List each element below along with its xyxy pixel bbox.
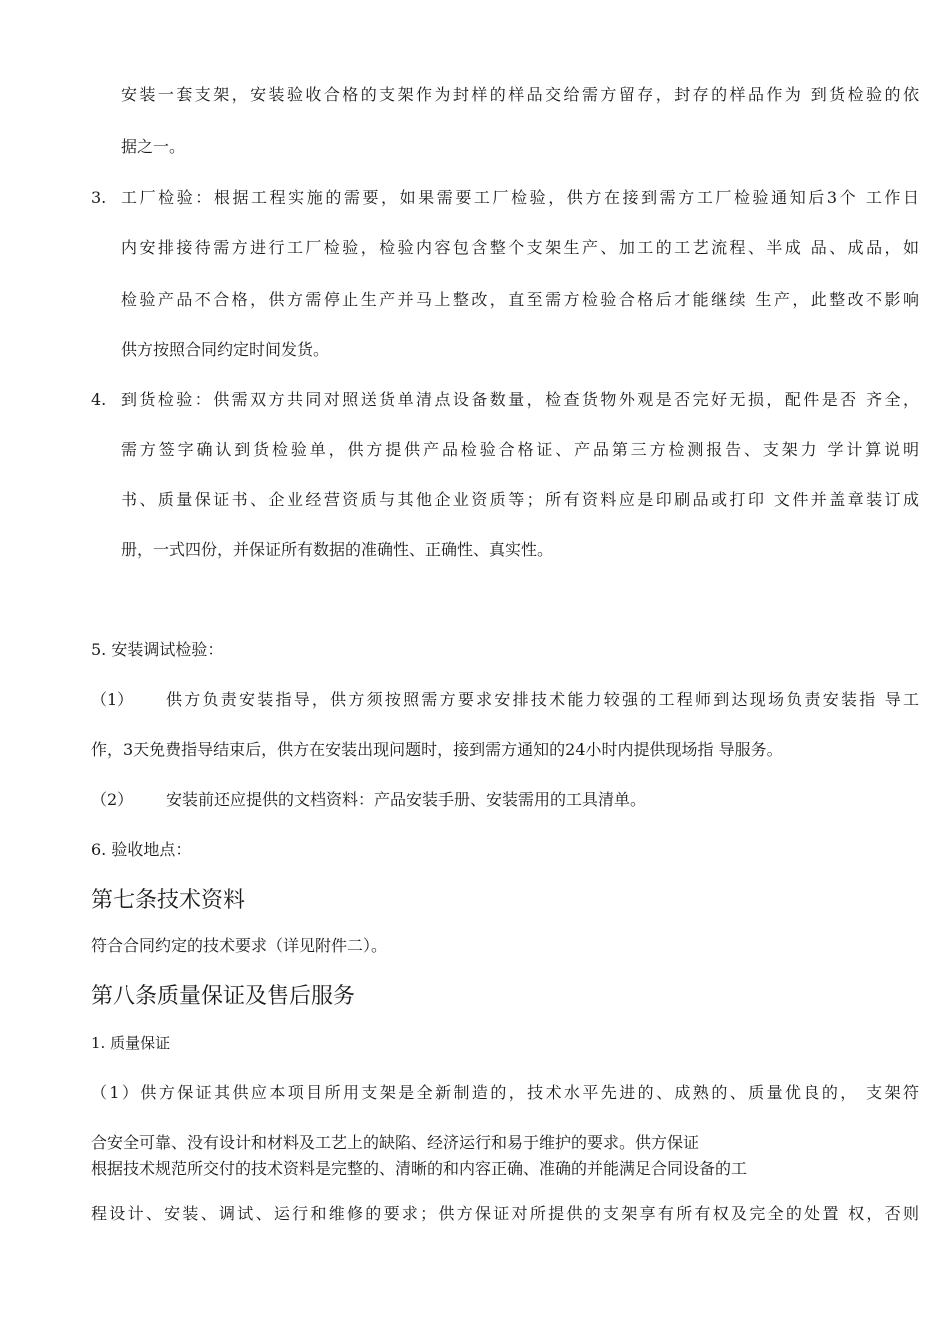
paragraph-line: 作，3天免费指导结束后，供方在安装出现问题时，接到需方通知的24小时内提供现场指 导服务。: [91, 740, 783, 759]
paragraph-line: 内安排接待需方进行工厂检验，检验内容包含整个支架生产、加工的工艺流程、半成 品、成品，如: [121, 238, 919, 257]
paragraph-line: （1）供方保证其供应本项目所用支架是全新制造的，技术水平先进的、成熟的、质量优良的， 支架符: [91, 1083, 919, 1102]
paragraph-line: 合安全可靠、没有设计和材料及工艺上的缺陷、经济运行和易于维护的要求。供方保证: [91, 1133, 700, 1152]
paragraph-line: 册，一式四份，并保证所有数据的准确性、正确性、真实性。: [121, 540, 554, 559]
paragraph-line: 据之一。: [121, 137, 186, 156]
paragraph-line: 检验产品不合格，供方需停止生产并马上整改，直至需方检验合格后才能继续 生产，此整改不影响: [121, 290, 919, 309]
section-title: 5. 安装调试检验：: [91, 640, 224, 659]
list-number: （1）: [91, 690, 134, 709]
paragraph-line: 根据技术规范所交付的技术资料是完整的、清晰的和内容正确、准确的并能满足合同设备的工: [91, 1159, 748, 1178]
paragraph-line: 书、质量保证书、企业经营资质与其他企业资质等；所有资料应是印刷品或打印 文件并盖章装订成: [121, 490, 919, 509]
list-number: （2）: [91, 790, 134, 809]
section-title: 6. 验收地点：: [91, 840, 192, 859]
paragraph-line: 需方签字确认到货检验单，供方提供产品检验合格证、产品第三方检测报告、支架力 学计算说明: [121, 440, 919, 459]
article-heading: 第八条质量保证及售后服务: [91, 984, 356, 1009]
paragraph-line: 供方负责安装指导，供方须按照需方要求安排技术能力较强的工程师到达现场负责安装指 导工: [166, 690, 919, 709]
list-number: 4.: [91, 390, 107, 409]
subsection-title: 1. 质量保证: [91, 1034, 171, 1052]
paragraph-line: 工厂检验：根据工程实施的需要，如果需要工厂检验，供方在接到需方工厂检验通知后3个 工作日: [121, 188, 919, 207]
paragraph-line: 供方按照合同约定时间发货。: [121, 340, 330, 359]
article-heading: 第七条技术资料: [91, 888, 246, 913]
paragraph-line: 符合合同约定的技术要求（详见附件二）。: [91, 936, 388, 955]
list-number: 3.: [91, 188, 107, 207]
paragraph-line: 到货检验：供需双方共同对照送货单清点设备数量，检查货物外观是否完好无损，配件是否 齐全，: [121, 390, 919, 409]
paragraph-line: 安装一套支架，安装验收合格的支架作为封样的样品交给需方留存，封存的样品作为 到货检验的依: [121, 85, 919, 104]
paragraph-line: 安装前还应提供的文档资料：产品安装手册、安装需用的工具清单。: [166, 790, 647, 809]
paragraph-line: 程设计、安装、调试、运行和维修的要求；供方保证对所提供的支架享有所有权及完全的处置 权，否则: [91, 1204, 919, 1223]
